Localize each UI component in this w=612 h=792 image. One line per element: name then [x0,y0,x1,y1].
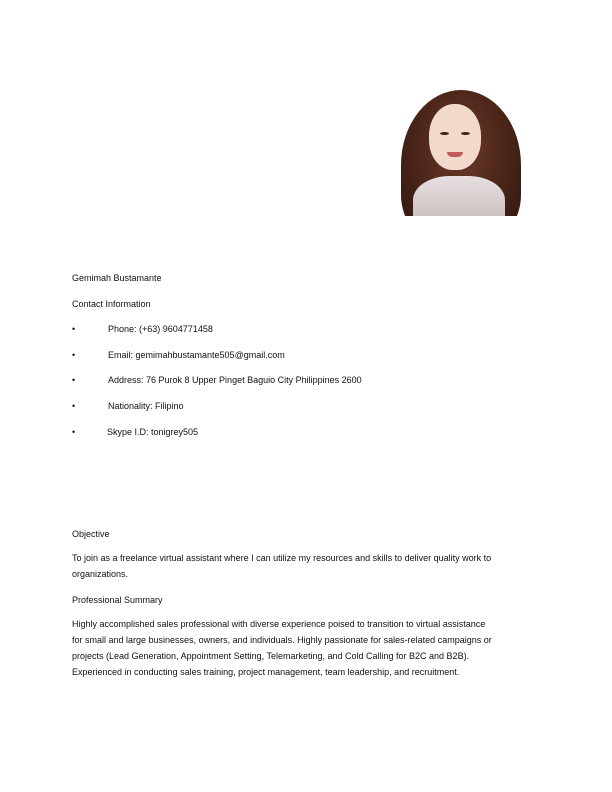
bullet-icon: • [72,324,76,334]
bullet-icon: • [72,401,76,411]
nationality-text: Nationality: Filipino [108,401,184,411]
summary-line: projects (Lead Generation, Appointment Setting, Telemarketing, and Cold Calling for B2C and B2B). [72,651,470,661]
address-text: Address: 76 Purok 8 Upper Pinget Baguio City Philippines 2600 [108,375,362,385]
photo-face [429,104,481,170]
photo-body [413,176,505,216]
summary-heading: Professional Summary [72,595,163,605]
summary-line: Highly accomplished sales professional with diverse experience poised to transition to virtual assistance [72,619,486,629]
profile-photo [393,88,523,216]
photo-eye [461,132,470,135]
bullet-icon: • [72,427,76,437]
bullet-icon: • [72,350,76,360]
phone-text: Phone: (+63) 9604771458 [108,324,213,334]
candidate-name: Gemimah Bustamante [72,273,162,283]
summary-line: Experienced in conducting sales training, project management, team leadership, and recruitment. [72,667,460,677]
contact-heading: Contact Information [72,299,151,309]
photo-mouth [447,152,463,157]
photo-eye [440,132,449,135]
summary-line: for small and large businesses, owners, and individuals. Highly passionate for sales-related campaigns or [72,635,492,645]
objective-line: organizations. [72,569,129,579]
skype-text: Skype I.D: tonigrey505 [107,427,199,437]
email-text: Email: gemimahbustamante505@gmail.com [108,350,285,360]
objective-line: To join as a freelance virtual assistant where I can utilize my resources and skills to deliver quality work to [72,553,492,563]
bullet-icon: • [72,375,76,385]
objective-heading: Objective [72,529,110,539]
